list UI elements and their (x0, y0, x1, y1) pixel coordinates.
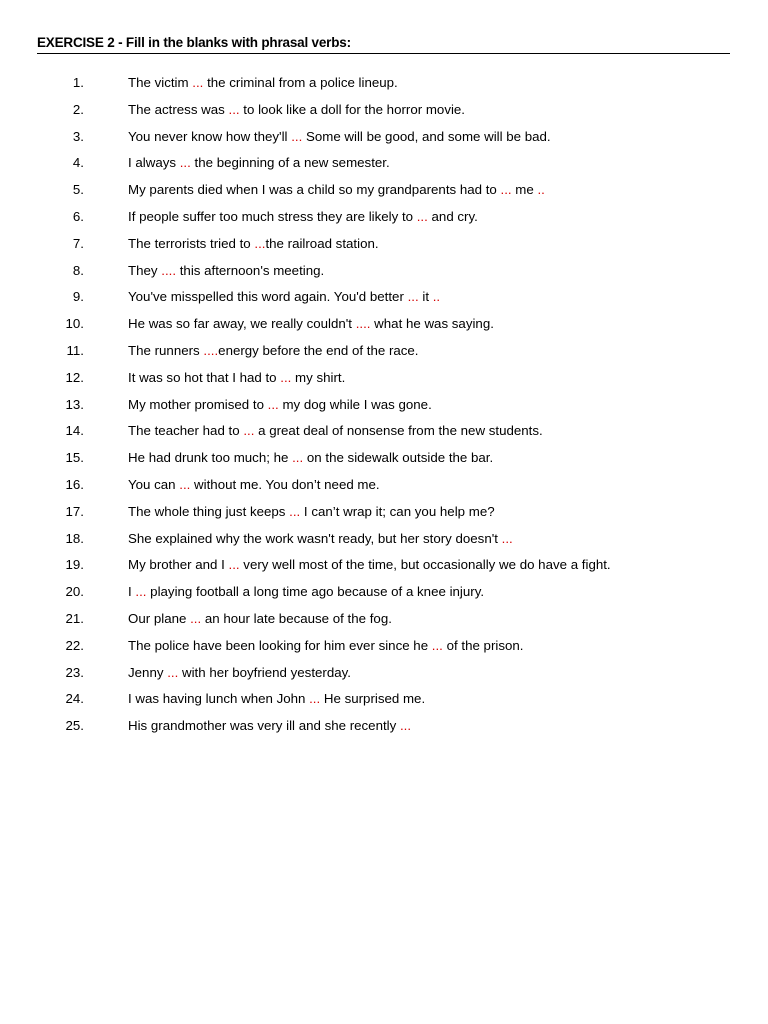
item-sentence (128, 529, 513, 549)
blank-placeholder: ... (399, 718, 412, 734)
exercise-item (0, 100, 768, 127)
item-number: 15. (65, 450, 84, 466)
blank-placeholder: ... (167, 664, 179, 680)
item-number: 21. (65, 610, 84, 626)
exercise-item (0, 663, 768, 690)
exercise-item (0, 341, 768, 368)
sentence-text: I (128, 584, 136, 600)
item-number: 20. (65, 584, 84, 600)
item-number: 14. (65, 423, 84, 439)
blank-placeholder: ... (190, 610, 202, 626)
sentence-text: a great deal of nonsense from the new students. (254, 423, 543, 439)
sentence-text: with her boyfriend yesterday. (178, 664, 351, 680)
item-sentence (128, 100, 465, 120)
item-number: 25. (65, 718, 84, 734)
exercise-item (0, 234, 768, 261)
blank-placeholder: ... (500, 182, 512, 198)
sentence-text: it (418, 289, 433, 305)
item-sentence (128, 502, 495, 522)
item-number: 22. (65, 637, 84, 653)
item-sentence (128, 689, 425, 709)
exercise-item (0, 207, 768, 234)
item-number: 5. (72, 182, 84, 198)
exercise-item (0, 475, 768, 502)
blank-placeholder: ... (267, 396, 279, 412)
blank-placeholder: ... (292, 450, 304, 466)
item-number: 8. (72, 262, 84, 278)
exercise-item (0, 368, 768, 395)
sentence-text: to look like a doll for the horror movie. (239, 101, 466, 117)
blank-placeholder: .... (355, 316, 371, 332)
item-sentence (128, 555, 611, 575)
sentence-text: The whole thing just keeps (128, 503, 290, 519)
blank-placeholder: ... (289, 503, 301, 519)
sentence-text: what he was saying. (370, 316, 494, 332)
exercise-title: EXERCISE 2 - Fill in the blanks with phrasal verbs: (37, 34, 730, 54)
item-sentence (128, 261, 324, 281)
sentence-text: Jenny (128, 664, 168, 680)
sentence-text: My parents died when I was a child so my grandparents had to (128, 182, 501, 198)
sentence-text: very well most of the time, but occasionally we do have a fight. (239, 557, 611, 573)
exercise-item (0, 73, 768, 100)
exercise-item (0, 127, 768, 154)
sentence-text: an hour late because of the fog. (201, 610, 392, 626)
exercise-item (0, 180, 768, 207)
exercise-item (0, 395, 768, 422)
exercise-item (0, 716, 768, 743)
item-sentence (128, 395, 432, 415)
exercise-list (0, 73, 768, 743)
item-sentence (128, 207, 478, 227)
exercise-item (0, 636, 768, 663)
exercise-item (0, 555, 768, 582)
sentence-text: and cry. (427, 208, 478, 224)
item-sentence (128, 609, 392, 629)
sentence-text: the beginning of a new semester. (190, 155, 390, 171)
item-sentence (128, 153, 390, 173)
sentence-text: He was so far away, we really couldn't (128, 316, 356, 332)
sentence-text: without me. You don’t need me. (190, 476, 380, 492)
item-number: 17. (65, 503, 84, 519)
item-number: 4. (72, 155, 84, 171)
sentence-text: Our plane (128, 610, 191, 626)
item-number: 12. (65, 369, 84, 385)
blank-placeholder: .... (161, 262, 177, 278)
item-number: 11. (66, 342, 84, 358)
exercise-item (0, 448, 768, 475)
sentence-text: You've misspelled this word again. You'd better (128, 289, 408, 305)
item-number: 23. (65, 664, 84, 680)
blank-placeholder: ... (179, 476, 191, 492)
item-sentence (128, 180, 545, 200)
sentence-text: It was so hot that I had to (128, 369, 281, 385)
blank-placeholder: ... (228, 557, 240, 573)
blank-placeholder: ... (254, 235, 266, 251)
item-number: 6. (72, 208, 84, 224)
sentence-text: the criminal from a police lineup. (203, 75, 398, 90)
item-number: 18. (65, 530, 84, 546)
blank-placeholder: ... (179, 155, 191, 171)
sentence-text: The terrorists tried to (128, 235, 255, 251)
exercise-item (0, 287, 768, 314)
item-number: 13. (65, 396, 84, 412)
sentence-text: the railroad station. (265, 235, 379, 251)
item-number: 7. (72, 235, 84, 251)
sentence-text: of the prison. (442, 637, 524, 653)
sentence-text: He surprised me. (320, 691, 426, 707)
item-sentence (128, 73, 398, 93)
item-sentence (128, 368, 345, 388)
blank-placeholder: ... (416, 208, 428, 224)
sentence-text: They (128, 262, 162, 278)
sentence-text: The victim (128, 75, 193, 90)
blank-placeholder: ... (135, 584, 147, 600)
exercise-item (0, 502, 768, 529)
sentence-text: Some will be good, and some will be bad. (302, 128, 551, 144)
blank-placeholder: .. (537, 182, 545, 198)
sentence-text: me (511, 182, 538, 198)
blank-placeholder: ... (431, 637, 443, 653)
item-sentence (128, 127, 551, 147)
item-sentence (128, 475, 380, 495)
item-number: 16. (65, 476, 84, 492)
exercise-item (0, 609, 768, 636)
item-number: 1. (72, 75, 84, 90)
sentence-text: I was having lunch when John (128, 691, 310, 707)
item-sentence (128, 314, 494, 334)
blank-placeholder: ... (291, 128, 303, 144)
item-number: 9. (72, 289, 84, 305)
sentence-text: The runners (128, 342, 204, 358)
exercise-item (0, 689, 768, 716)
item-sentence (128, 636, 523, 656)
item-sentence (128, 421, 543, 441)
exercise-item (0, 314, 768, 341)
item-number: 2. (72, 101, 84, 117)
sentence-text: energy before the end of the race. (218, 342, 419, 358)
item-number: 19. (65, 557, 84, 573)
exercise-item (0, 421, 768, 448)
blank-placeholder: ... (228, 101, 240, 117)
item-sentence (128, 716, 411, 736)
item-number: 3. (72, 128, 84, 144)
sentence-text: If people suffer too much stress they are likely to (128, 208, 417, 224)
blank-placeholder: ... (280, 369, 292, 385)
blank-placeholder: ... (243, 423, 255, 439)
sentence-text: The police have been looking for him ever since he (128, 637, 432, 653)
sentence-text: my dog while I was gone. (278, 396, 432, 412)
sentence-text: His grandmother was very ill and she recently (128, 718, 400, 734)
blank-placeholder: ... (309, 691, 321, 707)
blank-placeholder: ... (407, 289, 419, 305)
blank-placeholder: .. (432, 289, 441, 305)
item-sentence (128, 663, 351, 683)
exercise-item (0, 153, 768, 180)
blank-placeholder: ... (192, 75, 204, 90)
sentence-text: You can (128, 476, 180, 492)
sentence-text: this afternoon's meeting. (176, 262, 325, 278)
item-sentence (128, 582, 484, 602)
sentence-text: My brother and I (128, 557, 229, 573)
sentence-text: You never know how they'll (128, 128, 292, 144)
exercise-item (0, 529, 768, 556)
sentence-text: playing football a long time ago because of a knee injury. (146, 584, 485, 600)
sentence-text: I can’t wrap it; can you help me? (300, 503, 495, 519)
exercise-item (0, 261, 768, 288)
sentence-text: I always (128, 155, 180, 171)
item-sentence (128, 341, 419, 361)
exercise-item (0, 582, 768, 609)
sentence-text: The teacher had to (128, 423, 244, 439)
sentence-text: She explained why the work wasn't ready, but her story doesn't (128, 530, 502, 546)
sentence-text: my shirt. (291, 369, 346, 385)
blank-placeholder: ... (501, 530, 513, 546)
sentence-text: My mother promised to (128, 396, 268, 412)
item-number: 24. (65, 691, 84, 707)
item-sentence (128, 287, 440, 307)
item-number: 10. (65, 316, 84, 332)
sentence-text: on the sidewalk outside the bar. (303, 450, 494, 466)
sentence-text: He had drunk too much; he (128, 450, 293, 466)
item-sentence (128, 448, 493, 468)
item-sentence (128, 234, 379, 254)
blank-placeholder: .... (203, 342, 219, 358)
sentence-text: The actress was (128, 101, 229, 117)
